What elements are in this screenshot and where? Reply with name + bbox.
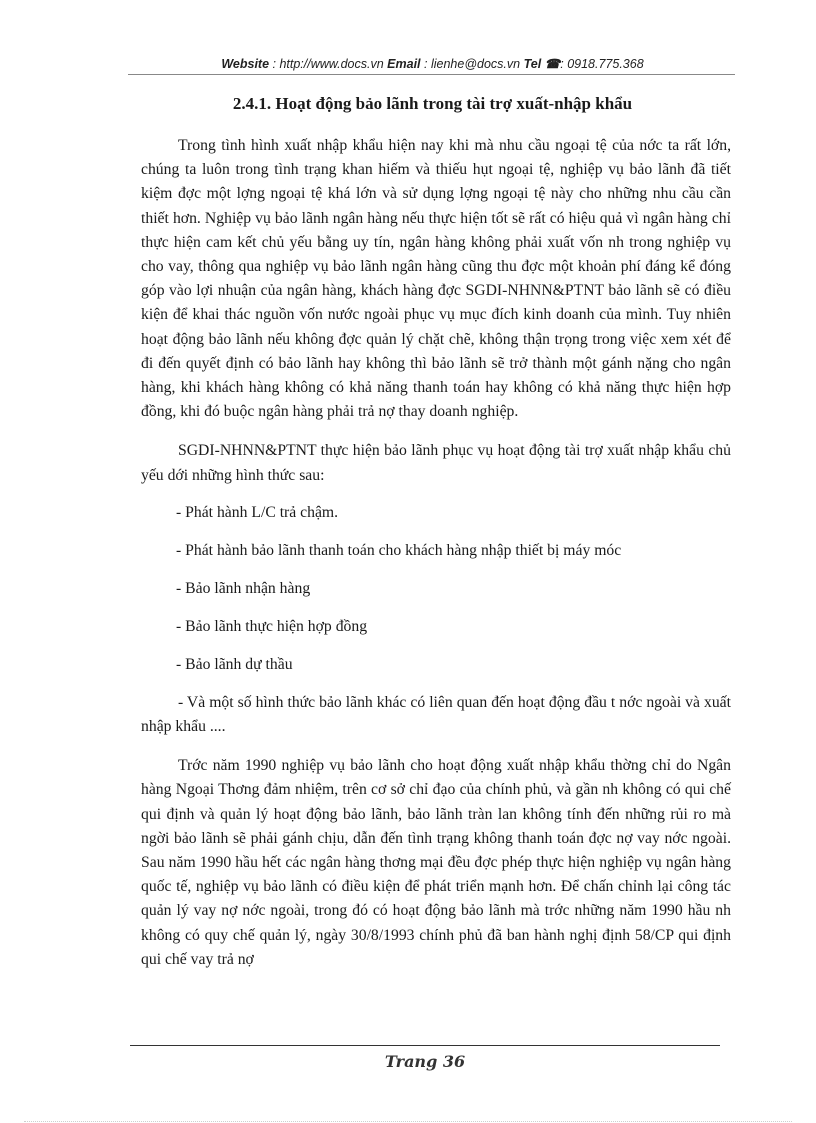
page-header bbox=[130, 56, 735, 71]
website-label: Website bbox=[221, 57, 270, 71]
tel-value: : 0918.775.368 bbox=[560, 57, 644, 71]
list-item: - Phát hành L/C trả chậm. bbox=[176, 503, 339, 521]
list-item: - Và một số hình thức bảo lãnh khác có liên quan đến hoạt động đầu t nớc ngoài và xuất nhập khẩu .... bbox=[141, 693, 731, 736]
list-item: - Bảo lãnh dự thầu bbox=[176, 655, 293, 673]
list-item: - Phát hành bảo lãnh thanh toán cho khách hàng nhập thiết bị máy móc bbox=[176, 541, 622, 559]
header-divider bbox=[128, 74, 735, 75]
paragraph-3: Trớc năm 1990 nghiệp vụ bảo lãnh cho hoạt động xuất nhập khẩu thờng chỉ do Ngân hàng Ngoại Thơng đảm nhiệm, trên cơ sở chỉ đạo của chính phủ, và gần nh không có qui chế qui định và quản lý hoạt động bảo lãnh, bảo lãnh tràn lan không tính đến những rủi ro mà ngời bảo lãnh sẽ phải gánh chịu, dẫn đến tình trạng không thanh toán đợc nợ vay nớc ngoài. Sau năm 1990 hầu hết các ngân hàng thơng mại đều đợc phép thực hiện nghiệp vụ ngân hàng quốc tế, nghiệp vụ bảo lãnh có điều kiện để phát triển mạnh hơn. Để chấn chỉnh lại công tác quản lý vay nợ nớc ngoài, trong đó có hoạt động bảo lãnh mà trớc những năm 1990 hầu nh không có quy chế quản lý, ngày 30/8/1993 chính phủ đã ban hành nghị định 58/CP qui định qui chế vay trả nợ bbox=[141, 757, 731, 968]
list-item: - Bảo lãnh nhận hàng bbox=[176, 579, 311, 597]
phone-icon: ☎ bbox=[544, 57, 561, 71]
email-value[interactable]: : lienhe@docs.vn bbox=[424, 57, 521, 71]
website-url[interactable]: : http://www.docs.vn bbox=[272, 57, 384, 71]
footer-divider bbox=[130, 1045, 720, 1046]
page-number: Trang 36 bbox=[384, 1052, 466, 1071]
email-label: Email bbox=[387, 57, 421, 71]
paragraph-1: Trong tình hình xuất nhập khẩu hiện nay khi mà nhu cầu ngoại tệ của nớc ta rất lớn, chúng ta luôn trong tình trạng khan hiếm và thiếu hụt ngoại tệ, nghiệp vụ bảo lãnh đã tiết kiệm đợc một lợng ngoại tệ khá lớn và sử dụng lợng ngoại tệ này cho những nhu cầu cần thiết hơn. Nghiệp vụ bảo lãnh ngân hàng nếu thực hiện tốt sẽ rất có hiệu quả vì ngân hàng chỉ thực hiện cam kết chủ yếu bằng uy tín, ngân hàng không phải xuất vốn nh trong nghiệp vụ cho vay, thông qua nghiệp vụ bảo lãnh ngân hàng cũng thu đợc một khoản phí đáng kể đóng góp vào lợi nhuận của ngân hàng, khách hàng đợc SGDI-NHNN&PTNT bảo lãnh sẽ có điều kiện để khai thác nguồn vốn nước ngoài phục vụ mục đích kinh doanh của mình. Tuy nhiên hoạt động bảo lãnh nếu không đợc quản lý chặt chẽ, không thận trọng trong việc xem xét để đi đến quyết định có bảo lãnh hay không thì bảo lãnh sẽ trở thành một gánh nặng cho ngân hàng, khi khách hàng không có khả năng thanh toán hay không có khả năng thực hiện hợp đồng, khi đó buộc ngân hàng phải trả nợ thay doanh nghiệp. bbox=[141, 137, 731, 421]
paragraph-2: SGDI-NHNN&PTNT thực hiện bảo lãnh phục vụ hoạt động tài trợ xuất nhập khẩu chủ yếu dới những hình thức sau: bbox=[141, 442, 731, 484]
page-edge bbox=[24, 1121, 792, 1122]
tel-label: Tel bbox=[523, 57, 542, 71]
document-body bbox=[141, 134, 731, 987]
list-item: - Bảo lãnh thực hiện hợp đồng bbox=[176, 617, 368, 635]
section-title: 2.4.1. Hoạt động bảo lãnh trong tài trợ xuất-nhập khẩu bbox=[232, 94, 633, 113]
